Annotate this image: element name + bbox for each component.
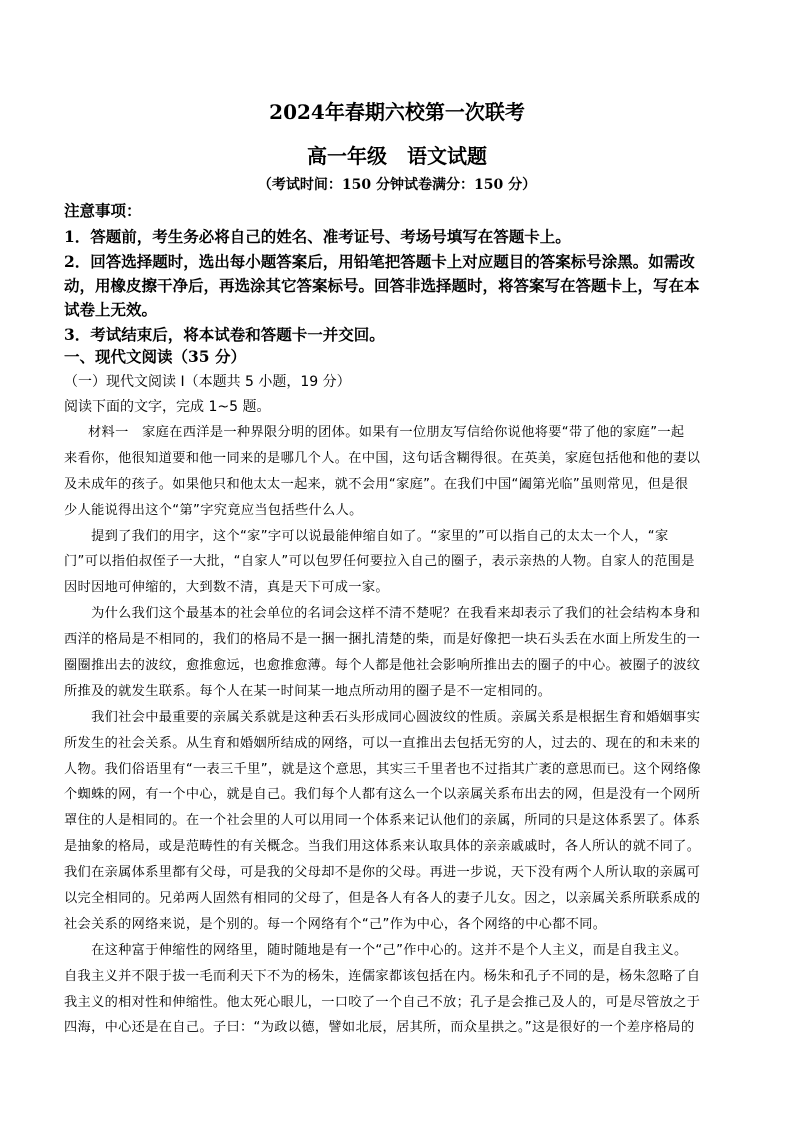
passage-line: 社会关系的网络来说，是个别的。每一个网络有个“己”作为中心，各个网络的中心都不同。 bbox=[64, 916, 607, 932]
exam-info: （考试时间：150 分钟试卷满分：150 分） bbox=[257, 177, 537, 193]
passage-line: 在这种富于伸缩性的网络里，随时随地是有一个“己”作中心的。这并不是个人主义，而是自我主义。 bbox=[64, 942, 688, 958]
passage-line: 四海，中心还是在自己。子曰：“为政以德，譬如北辰，居其所，而众星拱之。”这是很好的一个差序格局的 bbox=[64, 1020, 695, 1036]
passage-line: 门”可以指伯叔侄子一大批，“自家人”可以包罗任何要拉入自己的圈子，表示亲热的人物。自家人的范围是 bbox=[64, 554, 695, 570]
passage-line: 来看你，他很知道要和他一同来的是哪几个人。在中国，这句话含糊得很。在英美，家庭包括他和他的妻以 bbox=[64, 450, 701, 466]
notice-line-1: 1．答题前，考生务必将自己的姓名、准考证号、考场号填写在答题卡上。 bbox=[64, 227, 571, 246]
notice-line-3: 动，用橡皮擦干净后，再选涂其它答案标号。回答非选择题时，将答案写在答题卡上，写在本 bbox=[64, 276, 700, 295]
passage-line: 提到了我们的用字，这个“家”字可以说最能伸缩自如了。“家里的”可以指自己的太太一个人，“家 bbox=[64, 528, 669, 544]
passage-line: 自我主义并不限于拔一毛而利天下不为的杨朱，连儒家都该包括在内。杨朱和孔子不同的是，杨朱忽略了自 bbox=[64, 968, 701, 984]
instruction: 阅读下面的文字，完成 1~5 题。 bbox=[64, 399, 271, 415]
passage-line: 因时因地可伸缩的，大到数不清，真是天下可成一家。 bbox=[64, 580, 389, 596]
passage-line: 是抽象的格局，或是范畴性的有关概念。当我们用这体系来认取具体的亲亲戚戚时，各人所认的就不同了。 bbox=[64, 839, 701, 855]
passage-line: 圈圈推出去的波纹，愈推愈远，也愈推愈薄。每个人都是他社会影响所推出去的圈子的中心。被圈子的波纹 bbox=[64, 658, 701, 674]
part-title: 一、现代文阅读（35 分） bbox=[64, 347, 246, 366]
passage-line: 我主义的相对性和伸缩性。他太死心眼儿，一口咬了一个自己不放；孔子是会推己及人的，可是尽管放之于 bbox=[64, 994, 701, 1010]
passage-line: 及未成年的孩子。如果他只和他太太一起来，就不会用“家庭”。在我们中国“阖第光临”虽则常见，但是很 bbox=[64, 476, 689, 492]
notice-line-5: 3．考试结束后，将本试卷和答题卡一并交回。 bbox=[64, 325, 385, 344]
passage-line: 所推及的就发生联系。每个人在某一时间某一地点所动用的圈子是不一定相同的。 bbox=[64, 683, 552, 699]
notice-heading: 注意事项： bbox=[64, 201, 142, 220]
notice-line-2: 2．回答选择题时，选出每小题答案后，用铅笔把答题卡上对应题目的答案标号涂黑。如需改 bbox=[64, 252, 695, 271]
passage-line: 个蜘蛛的网，有一个中心，就是自己。我们每个人都有这么一个以亲属关系布出去的网，但是没有一个网所 bbox=[64, 787, 701, 803]
passage-line: 为什么我们这个最基本的社会单位的名词会这样不清不楚呢？在我看来却表示了我们的社会结构本身和 bbox=[64, 606, 701, 622]
passage-line: 人物。我们俗语里有“一表三千里”，就是这个意思，其实三千里者也不过指其广袤的意思而已。这个网络像 bbox=[64, 761, 702, 777]
passage-line: 罩住的人是相同的。在一个社会里的人可以用同一个体系来记认他们的亲属，所同的只是这体系罢了。体系 bbox=[64, 813, 701, 829]
passage-line: 少人能说得出这个“第”字究竟应当包括些什么人。 bbox=[64, 502, 363, 518]
passage-line: 材料一 家庭在西洋是一种界限分明的团体。如果有一位朋友写信给你说他将要“带了他的家庭”一起 bbox=[88, 425, 685, 440]
exam-subtitle: 高一年级 语文试题 bbox=[307, 144, 487, 168]
passage-line: 我们在亲属体系里都有父母，可是我的父母却不是你的父母。再进一步说，天下没有两个人所认取的亲属可 bbox=[64, 865, 701, 881]
passage-line: 所发生的社会关系。从生育和婚姻所结成的网络，可以一直推出去包括无穷的人，过去的、现在的和未来的 bbox=[64, 735, 701, 751]
exam-title: 2024年春期六校第一次联考 bbox=[269, 100, 525, 124]
passage-line: 我们社会中最重要的亲属关系就是这种丢石头形成同心圆波纹的性质。亲属关系是根据生育和婚姻事实 bbox=[64, 709, 701, 725]
passage-line: 以完全相同的。兄弟两人固然有相同的父母了，但是各人有各人的妻子儿女。因之，以亲属关系所联系成的 bbox=[64, 891, 701, 907]
notice-line-4: 试卷上无效。 bbox=[64, 300, 158, 319]
passage-line: 西洋的格局是不相同的，我们的格局不是一捆一捆扎清楚的柴，而是好像把一块石头丢在水面上所发生的一 bbox=[64, 632, 701, 648]
reading-passage bbox=[64, 420, 732, 1041]
sub-title: （一）现代文阅读 I（本题共 5 小题，19 分） bbox=[64, 374, 351, 390]
